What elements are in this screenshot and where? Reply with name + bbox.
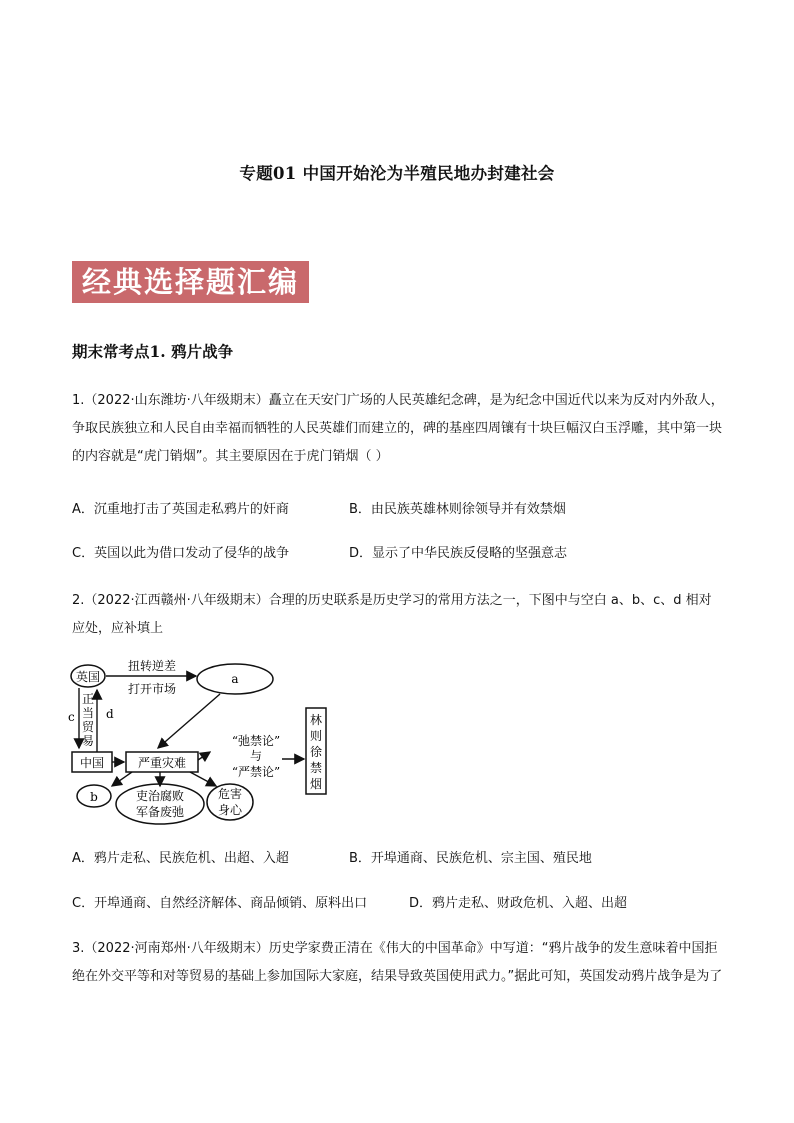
china-label: 中国: [79, 756, 105, 770]
blank-d-label: d: [106, 707, 114, 721]
yan-jin-label: “严禁论”: [231, 765, 281, 779]
question-1-option-d[interactable]: D．显示了中华民族反侵略的坚强意志: [349, 546, 568, 561]
question-1-stem: 1.（2022·山东潍坊·八年级期末）矗立在天安门广场的人民英雄纪念碑，是为纪念中国近代以来为反对内外敌人，争取民族独立和人民自由幸福而牺牲的人民英雄们而建立的，碑的基座四周镶有十块巨幅汉白玉浮雕，其中第一块的内容就是“虎门销烟”。其主要原因在于虎门销烟（ ）: [72, 393, 724, 464]
blank-a-label: a: [231, 672, 239, 686]
section-heading: 期末常考点1. 鸦片战争: [72, 342, 234, 361]
legit-char-4: 易: [81, 734, 95, 748]
legit-char-2: 当: [81, 706, 95, 720]
page-title: 专题01 中国开始沦为半殖民地办封建社会: [239, 164, 555, 183]
lin-char-1: 林: [309, 713, 323, 727]
question-2-option-a[interactable]: A．鸦片走私、民族危机、出超、入超: [72, 851, 289, 866]
arrow-disaster-to-harm: [190, 772, 216, 786]
legit-char-3: 贸: [81, 720, 95, 734]
lin-char-2: 则: [309, 729, 323, 743]
harm-label-1: 危害: [217, 787, 243, 801]
question-1-option-a[interactable]: A．沉重地打击了英国走私鸦片的奸商: [72, 502, 289, 517]
relationship-diagram: [60, 650, 380, 830]
question-1-option-c[interactable]: C．英国以此为借口发动了侵华的战争: [72, 546, 290, 561]
section-banner: 经典选择题汇编: [72, 261, 309, 303]
blank-b-label: b: [90, 790, 98, 804]
blank-c-label: c: [68, 710, 75, 724]
question-1-option-b[interactable]: B．由民族英雄林则徐领导并有效禁烟: [349, 502, 566, 517]
lin-char-4: 禁: [309, 761, 323, 775]
legit-char-1: 正: [81, 692, 95, 706]
corruption-label-2: 军备废弛: [135, 805, 185, 819]
chi-jin-label: “弛禁论”: [231, 734, 281, 748]
question-3-stem: 3.（2022·河南郑州·八年级期末）历史学家费正清在《伟大的中国革命》中写道：“鸦片战争的发生意味着中国拒绝在外交平等和对等贸易的基础上参加国际大家庭，结果导致英国使用武力。”据此可知，英国发动鸦片战争是为了: [72, 941, 723, 984]
england-label: 英国: [75, 670, 101, 684]
question-2-option-b[interactable]: B．开埠通商、民族危机、宗主国、殖民地: [349, 851, 592, 866]
disaster-label: 严重灾难: [137, 756, 187, 770]
yu-label: 与: [249, 749, 263, 763]
lin-char-3: 徐: [309, 745, 323, 759]
question-2-option-d[interactable]: D．鸦片走私、财政危机、入超、出超: [409, 896, 628, 911]
arrow-a-to-disaster: [158, 694, 220, 748]
question-2-stem: 2.（2022·江西赣州·八年级期末）合理的历史联系是历史学习的常用方法之一，下图中与空白 a、b、c、d 相对应处，应补填上: [72, 593, 712, 636]
arrow-disaster-to-debate: [198, 752, 210, 760]
arrow-label-reverse-deficit: 扭转逆差: [127, 659, 177, 673]
arrow-label-open-market: 打开市场: [127, 682, 177, 696]
lin-char-5: 烟: [309, 777, 323, 791]
arrow-disaster-to-b: [112, 772, 132, 786]
corruption-label-1: 吏治腐败: [135, 789, 185, 803]
harm-label-2: 身心: [217, 803, 243, 817]
question-2-option-c[interactable]: C．开埠通商、自然经济解体、商品倾销、原料出口: [72, 896, 368, 911]
